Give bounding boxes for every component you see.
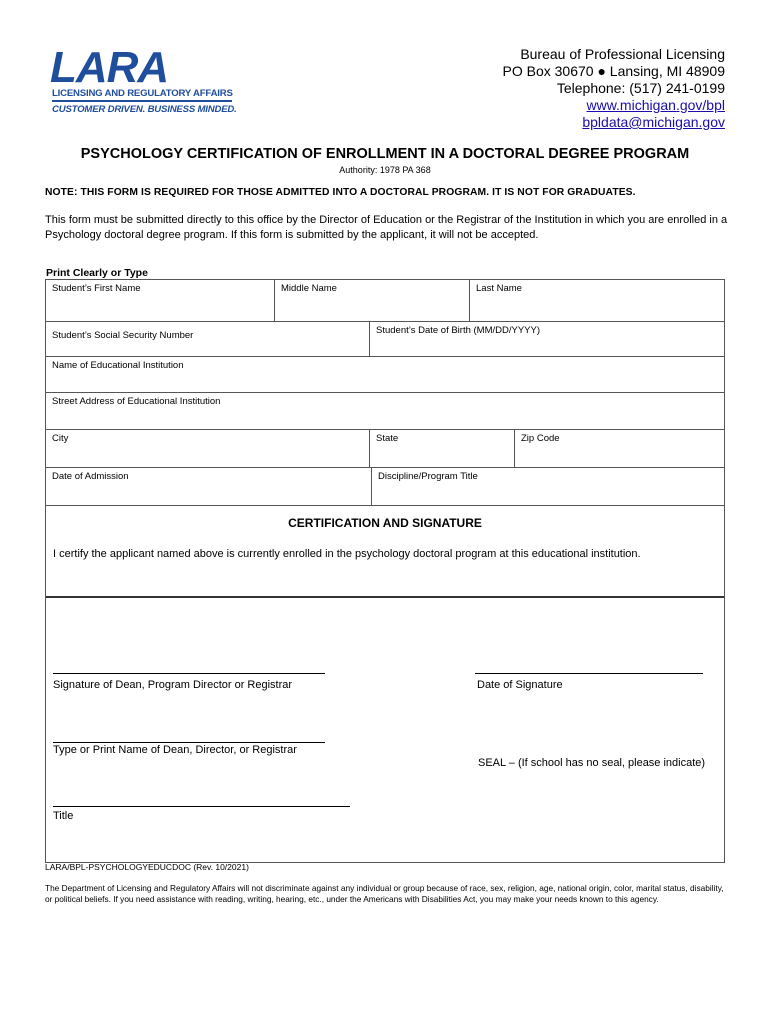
email-link[interactable]: bpldata@michigan.gov (582, 114, 725, 130)
city-row (46, 430, 724, 468)
middle-name-label: Middle Name (281, 283, 337, 294)
certification-title: CERTIFICATION AND SIGNATURE (288, 516, 482, 530)
logo-tagline-motto: CUSTOMER DRIVEN. BUSINESS MINDED. (52, 104, 237, 115)
street-row (46, 393, 724, 430)
logo-tagline-agency: LICENSING AND REGULATORY AFFAIRS (52, 88, 233, 99)
bureau-name: Bureau of Professional Licensing (520, 46, 725, 62)
seal-label: SEAL – (If school has no seal, please indicate) (478, 757, 706, 769)
admission-row (46, 468, 724, 506)
contact-block (503, 46, 726, 131)
institution-field[interactable] (46, 357, 726, 392)
form-title: PSYCHOLOGY CERTIFICATION OF ENROLLMENT IN A DOCTORAL DEGREE PROGRAM (80, 146, 690, 162)
program-field[interactable] (372, 468, 726, 505)
intro-paragraph: This form must be submitted directly to this office by the Director of Education or the Registrar of the Institution in which you are enrolled in a Psychology doctoral degree program. If this form is submitted by the applicant, it will not be accepted. (45, 214, 728, 241)
title-line[interactable] (53, 806, 350, 807)
signature-line[interactable] (53, 673, 325, 674)
ssn-field[interactable] (46, 322, 370, 356)
state-field[interactable] (370, 430, 515, 467)
non-discrimination-statement: The Department of Licensing and Regulatory Affairs will not discriminate against any individual or group because of race, sex, religion, age, national origin, color, marital status, disability, or political beliefs. If you need assistance with reading, writing, hearing, etc., under the Americans with Disabilities Act, you may make your needs known to this agency. (45, 883, 724, 904)
signature-label: Signature of Dean, Program Director or Registrar (53, 679, 293, 691)
first-name-label: Student’s First Name (52, 283, 141, 294)
admission-date-label: Date of Admission (52, 471, 129, 482)
telephone: Telephone: (517) 241-0199 (556, 80, 725, 96)
print-clearly-label: Print Clearly or Type (46, 267, 148, 279)
lara-logo (50, 43, 240, 120)
program-label: Discipline/Program Title (378, 471, 478, 482)
street-label: Street Address of Educational Institution (52, 396, 221, 407)
zip-label: Zip Code (521, 433, 560, 444)
institution-label: Name of Educational Institution (52, 360, 184, 371)
authority-line: Authority: 1978 PA 368 (339, 165, 431, 175)
dob-label: Student’s Date of Birth (MM/DD/YYYY) (376, 325, 541, 336)
street-field[interactable] (46, 393, 726, 429)
institution-row (46, 357, 724, 393)
print-name-label: Type or Print Name of Dean, Director, or Registrar (53, 744, 297, 756)
dob-field[interactable] (370, 322, 726, 356)
last-name-field[interactable] (470, 280, 726, 321)
logo-wordmark: LARA (50, 43, 169, 92)
form-code: LARA/BPL-PSYCHOLOGYEDUCDOC (Rev. 10/2021) (45, 862, 249, 872)
certification-section (46, 506, 724, 598)
website-link[interactable]: www.michigan.gov/bpl (586, 97, 725, 113)
enrollment-form (45, 279, 725, 863)
page-header (0, 0, 770, 140)
logo-divider (52, 100, 232, 102)
title-label: Title (53, 810, 74, 822)
signature-section (46, 598, 724, 862)
middle-name-field[interactable] (275, 280, 470, 321)
certification-statement: I certify the applicant named above is currently enrolled in the psychology doctoral program at this educational institution. (53, 548, 641, 560)
ssn-dob-row (46, 322, 724, 357)
admission-date-field[interactable] (46, 468, 372, 505)
name-row (46, 280, 724, 322)
city-field[interactable] (46, 430, 370, 467)
mailing-address: PO Box 30670 ● Lansing, MI 48909 (502, 63, 725, 79)
form-note: NOTE: THIS FORM IS REQUIRED FOR THOSE ADMITTED INTO A DOCTORAL PROGRAM. IT IS NOT FOR GRADUATES. (45, 187, 636, 198)
zip-field[interactable] (515, 430, 726, 467)
ssn-label: Student’s Social Security Number (52, 330, 194, 341)
date-of-signature-label: Date of Signature (477, 679, 563, 691)
print-name-line[interactable] (53, 742, 325, 743)
state-label: State (376, 433, 399, 444)
first-name-field[interactable] (46, 280, 275, 321)
last-name-label: Last Name (476, 283, 522, 294)
date-of-signature-line[interactable] (475, 673, 703, 674)
city-label: City (52, 433, 69, 444)
